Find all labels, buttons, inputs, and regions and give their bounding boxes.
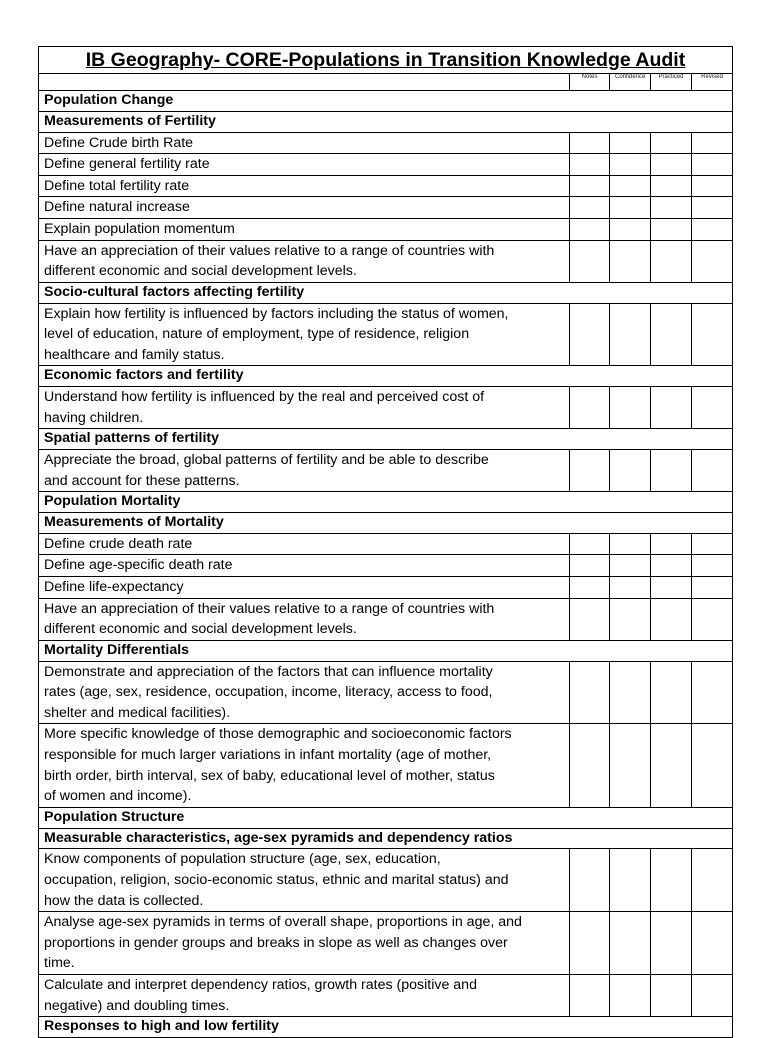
confidence-checkbox-cell[interactable] bbox=[610, 240, 651, 282]
revised-checkbox-cell[interactable] bbox=[692, 661, 733, 724]
confidence-checkbox-cell[interactable] bbox=[610, 974, 651, 1016]
section-header-row bbox=[39, 282, 733, 303]
section-heading: Measurements of Mortality bbox=[39, 513, 733, 534]
notes-checkbox-cell[interactable] bbox=[570, 197, 610, 219]
section-header-row bbox=[39, 429, 733, 450]
confidence-checkbox-cell[interactable] bbox=[610, 577, 651, 599]
notes-checkbox-cell[interactable] bbox=[570, 132, 610, 154]
practiced-checkbox-cell[interactable] bbox=[651, 598, 692, 640]
audit-item-line: Understand how fertility is influenced by the real and perceived cost of bbox=[44, 389, 485, 406]
practiced-checkbox-cell[interactable] bbox=[651, 450, 692, 492]
practiced-checkbox-cell[interactable] bbox=[651, 849, 692, 912]
audit-item-line: Define general fertility rate bbox=[44, 156, 210, 173]
revised-checkbox-cell[interactable] bbox=[692, 555, 733, 577]
notes-checkbox-cell[interactable] bbox=[570, 555, 610, 577]
notes-checkbox-cell[interactable] bbox=[570, 849, 610, 912]
practiced-checkbox-cell[interactable] bbox=[651, 240, 692, 282]
column-header-revised: Revised bbox=[692, 74, 733, 91]
confidence-checkbox-cell[interactable] bbox=[610, 450, 651, 492]
audit-item-line: Have an appreciation of their values relative to a range of countries with bbox=[44, 600, 495, 617]
confidence-checkbox-cell[interactable] bbox=[610, 598, 651, 640]
notes-checkbox-cell[interactable] bbox=[570, 533, 610, 555]
audit-item-line: Define natural increase bbox=[44, 199, 190, 216]
confidence-checkbox-cell[interactable] bbox=[610, 533, 651, 555]
revised-checkbox-cell[interactable] bbox=[692, 724, 733, 807]
confidence-checkbox-cell[interactable] bbox=[610, 154, 651, 176]
audit-item-line: shelter and medical facilities). bbox=[44, 704, 231, 721]
notes-checkbox-cell[interactable] bbox=[570, 240, 610, 282]
audit-item-line: and account for these patterns. bbox=[44, 472, 240, 489]
notes-checkbox-cell[interactable] bbox=[570, 218, 610, 240]
audit-item-row bbox=[39, 154, 733, 176]
practiced-checkbox-cell[interactable] bbox=[651, 577, 692, 599]
section-heading: Spatial patterns of fertility bbox=[39, 429, 733, 450]
audit-item-row bbox=[39, 555, 733, 577]
audit-item-text bbox=[39, 555, 570, 577]
column-header-topic bbox=[39, 74, 570, 91]
audit-item-row bbox=[39, 240, 733, 282]
revised-checkbox-cell[interactable] bbox=[692, 303, 733, 366]
audit-item-line: Define Crude birth Rate bbox=[44, 134, 194, 151]
audit-item-line: Have an appreciation of their values relative to a range of countries with bbox=[44, 242, 495, 259]
audit-item-text bbox=[39, 661, 570, 724]
practiced-checkbox-cell[interactable] bbox=[651, 387, 692, 429]
audit-item-row bbox=[39, 598, 733, 640]
audit-item-row bbox=[39, 661, 733, 724]
audit-item-row bbox=[39, 577, 733, 599]
audit-item-text bbox=[39, 724, 570, 807]
confidence-checkbox-cell[interactable] bbox=[610, 661, 651, 724]
notes-checkbox-cell[interactable] bbox=[570, 598, 610, 640]
section-header-row bbox=[39, 366, 733, 387]
revised-checkbox-cell[interactable] bbox=[692, 132, 733, 154]
audit-item-line: Appreciate the broad, global patterns of fertility and be able to describe bbox=[44, 452, 489, 469]
confidence-checkbox-cell[interactable] bbox=[610, 303, 651, 366]
section-header-row bbox=[39, 111, 733, 132]
section-heading: Population Mortality bbox=[39, 492, 733, 513]
revised-checkbox-cell[interactable] bbox=[692, 218, 733, 240]
audit-item-text bbox=[39, 303, 570, 366]
audit-item-line: having children. bbox=[44, 409, 144, 426]
audit-item-line: of women and income). bbox=[44, 788, 192, 805]
document-title: IB Geography- CORE-Populations in Transition Knowledge Audit bbox=[39, 47, 733, 74]
audit-item-text bbox=[39, 450, 570, 492]
audit-item-line: healthcare and family status. bbox=[44, 346, 225, 363]
notes-checkbox-cell[interactable] bbox=[570, 175, 610, 197]
audit-item-row bbox=[39, 387, 733, 429]
confidence-checkbox-cell[interactable] bbox=[610, 132, 651, 154]
revised-checkbox-cell[interactable] bbox=[692, 175, 733, 197]
section-heading: Population Change bbox=[39, 91, 733, 112]
audit-item-line: time. bbox=[44, 955, 75, 972]
audit-item-row bbox=[39, 450, 733, 492]
audit-item-line: Explain population momentum bbox=[44, 220, 235, 237]
revised-checkbox-cell[interactable] bbox=[692, 197, 733, 219]
audit-item-text bbox=[39, 849, 570, 912]
notes-checkbox-cell[interactable] bbox=[570, 912, 610, 975]
audit-item-line: negative) and doubling times. bbox=[44, 997, 230, 1014]
audit-item-text bbox=[39, 197, 570, 219]
revised-checkbox-cell[interactable] bbox=[692, 974, 733, 1016]
practiced-checkbox-cell[interactable] bbox=[651, 303, 692, 366]
confidence-checkbox-cell[interactable] bbox=[610, 912, 651, 975]
audit-item-row bbox=[39, 912, 733, 975]
notes-checkbox-cell[interactable] bbox=[570, 450, 610, 492]
section-heading: Economic factors and fertility bbox=[39, 366, 733, 387]
notes-checkbox-cell[interactable] bbox=[570, 974, 610, 1016]
section-header-row bbox=[39, 492, 733, 513]
audit-item-row bbox=[39, 533, 733, 555]
audit-item-line: occupation, religion, socio-economic status, ethnic and marital status) and bbox=[44, 872, 509, 888]
notes-checkbox-cell[interactable] bbox=[570, 724, 610, 807]
audit-item-text bbox=[39, 912, 570, 975]
audit-item-row bbox=[39, 175, 733, 197]
audit-item-line: different economic and social development levels. bbox=[44, 263, 357, 280]
audit-item-text bbox=[39, 154, 570, 176]
audit-item-line: Demonstrate and appreciation of the factors that can influence mortality bbox=[44, 663, 493, 680]
audit-item-line: Define crude death rate bbox=[44, 535, 193, 552]
audit-item-text bbox=[39, 387, 570, 429]
column-header-practiced: Practiced bbox=[651, 74, 692, 91]
section-heading: Mortality Differentials bbox=[39, 640, 733, 661]
audit-item-text bbox=[39, 132, 570, 154]
section-heading: Measurable characteristics, age-sex pyramids and dependency ratios bbox=[39, 828, 733, 849]
practiced-checkbox-cell[interactable] bbox=[651, 974, 692, 1016]
practiced-checkbox-cell[interactable] bbox=[651, 724, 692, 807]
confidence-checkbox-cell[interactable] bbox=[610, 218, 651, 240]
audit-item-line: how the data is collected. bbox=[44, 892, 204, 909]
title-row bbox=[39, 47, 733, 74]
revised-checkbox-cell[interactable] bbox=[692, 240, 733, 282]
section-header-row bbox=[39, 1017, 733, 1038]
section-header-row bbox=[39, 828, 733, 849]
section-heading: Measurements of Fertility bbox=[39, 111, 733, 132]
audit-item-line: responsible for much larger variations in infant mortality (age of mother, bbox=[44, 747, 492, 764]
audit-item-text bbox=[39, 240, 570, 282]
notes-checkbox-cell[interactable] bbox=[570, 387, 610, 429]
section-header-row bbox=[39, 807, 733, 828]
audit-item-line: rates (age, sex, residence, occupation, income, literacy, access to food, bbox=[44, 684, 493, 701]
confidence-checkbox-cell[interactable] bbox=[610, 387, 651, 429]
confidence-checkbox-cell[interactable] bbox=[610, 175, 651, 197]
audit-item-row bbox=[39, 218, 733, 240]
section-heading: Population Structure bbox=[39, 807, 733, 828]
audit-item-line: Calculate and interpret dependency ratios, growth rates (positive and bbox=[44, 976, 477, 993]
notes-checkbox-cell[interactable] bbox=[570, 661, 610, 724]
confidence-checkbox-cell[interactable] bbox=[610, 724, 651, 807]
audit-item-text bbox=[39, 598, 570, 640]
audit-item-row bbox=[39, 303, 733, 366]
audit-item-line: Define total fertility rate bbox=[44, 177, 190, 194]
audit-item-line: level of education, nature of employment, type of residence, religion bbox=[44, 326, 470, 343]
column-header-row bbox=[39, 74, 733, 91]
notes-checkbox-cell[interactable] bbox=[570, 577, 610, 599]
audit-item-text bbox=[39, 533, 570, 555]
revised-checkbox-cell[interactable] bbox=[692, 598, 733, 640]
confidence-checkbox-cell[interactable] bbox=[610, 555, 651, 577]
practiced-checkbox-cell[interactable] bbox=[651, 132, 692, 154]
confidence-checkbox-cell[interactable] bbox=[610, 849, 651, 912]
audit-item-line: Analyse age-sex pyramids in terms of overall shape, proportions in age, and bbox=[44, 914, 522, 931]
audit-document bbox=[38, 46, 732, 1038]
revised-checkbox-cell[interactable] bbox=[692, 577, 733, 599]
audit-item-line: proportions in gender groups and breaks in slope as well as changes over bbox=[44, 934, 508, 951]
notes-checkbox-cell[interactable] bbox=[570, 303, 610, 366]
revised-checkbox-cell[interactable] bbox=[692, 912, 733, 975]
audit-item-row bbox=[39, 974, 733, 1016]
audit-item-row bbox=[39, 197, 733, 219]
practiced-checkbox-cell[interactable] bbox=[651, 175, 692, 197]
column-header-notes: Notes bbox=[570, 74, 610, 91]
audit-table bbox=[38, 46, 733, 1038]
section-heading: Socio-cultural factors affecting fertility bbox=[39, 282, 733, 303]
audit-item-text bbox=[39, 974, 570, 1016]
revised-checkbox-cell[interactable] bbox=[692, 450, 733, 492]
revised-checkbox-cell[interactable] bbox=[692, 849, 733, 912]
section-heading: Responses to high and low fertility bbox=[39, 1017, 733, 1038]
practiced-checkbox-cell[interactable] bbox=[651, 533, 692, 555]
audit-item-line: Define age-specific death rate bbox=[44, 557, 233, 574]
revised-checkbox-cell[interactable] bbox=[692, 387, 733, 429]
audit-item-line: Define life-expectancy bbox=[44, 579, 184, 596]
audit-item-line: birth order, birth interval, sex of baby, educational level of mother, status bbox=[44, 767, 495, 784]
audit-item-line: different economic and social development levels. bbox=[44, 621, 357, 638]
confidence-checkbox-cell[interactable] bbox=[610, 197, 651, 219]
practiced-checkbox-cell[interactable] bbox=[651, 154, 692, 176]
revised-checkbox-cell[interactable] bbox=[692, 154, 733, 176]
audit-item-line: More specific knowledge of those demographic and socioeconomic factors bbox=[44, 726, 512, 743]
audit-item-row bbox=[39, 132, 733, 154]
audit-item-text bbox=[39, 175, 570, 197]
audit-item-line: Explain how fertility is influenced by factors including the status of women, bbox=[44, 305, 509, 322]
practiced-checkbox-cell[interactable] bbox=[651, 912, 692, 975]
audit-item-line: Know components of population structure (age, sex, education, bbox=[44, 851, 441, 868]
revised-checkbox-cell[interactable] bbox=[692, 533, 733, 555]
notes-checkbox-cell[interactable] bbox=[570, 154, 610, 176]
practiced-checkbox-cell[interactable] bbox=[651, 197, 692, 219]
practiced-checkbox-cell[interactable] bbox=[651, 661, 692, 724]
audit-item-row bbox=[39, 849, 733, 912]
practiced-checkbox-cell[interactable] bbox=[651, 555, 692, 577]
audit-item-text bbox=[39, 577, 570, 599]
section-header-row bbox=[39, 91, 733, 112]
section-header-row bbox=[39, 513, 733, 534]
audit-item-text bbox=[39, 218, 570, 240]
audit-item-row bbox=[39, 724, 733, 807]
column-header-confidence: Confidence bbox=[610, 74, 651, 91]
section-header-row bbox=[39, 640, 733, 661]
practiced-checkbox-cell[interactable] bbox=[651, 218, 692, 240]
